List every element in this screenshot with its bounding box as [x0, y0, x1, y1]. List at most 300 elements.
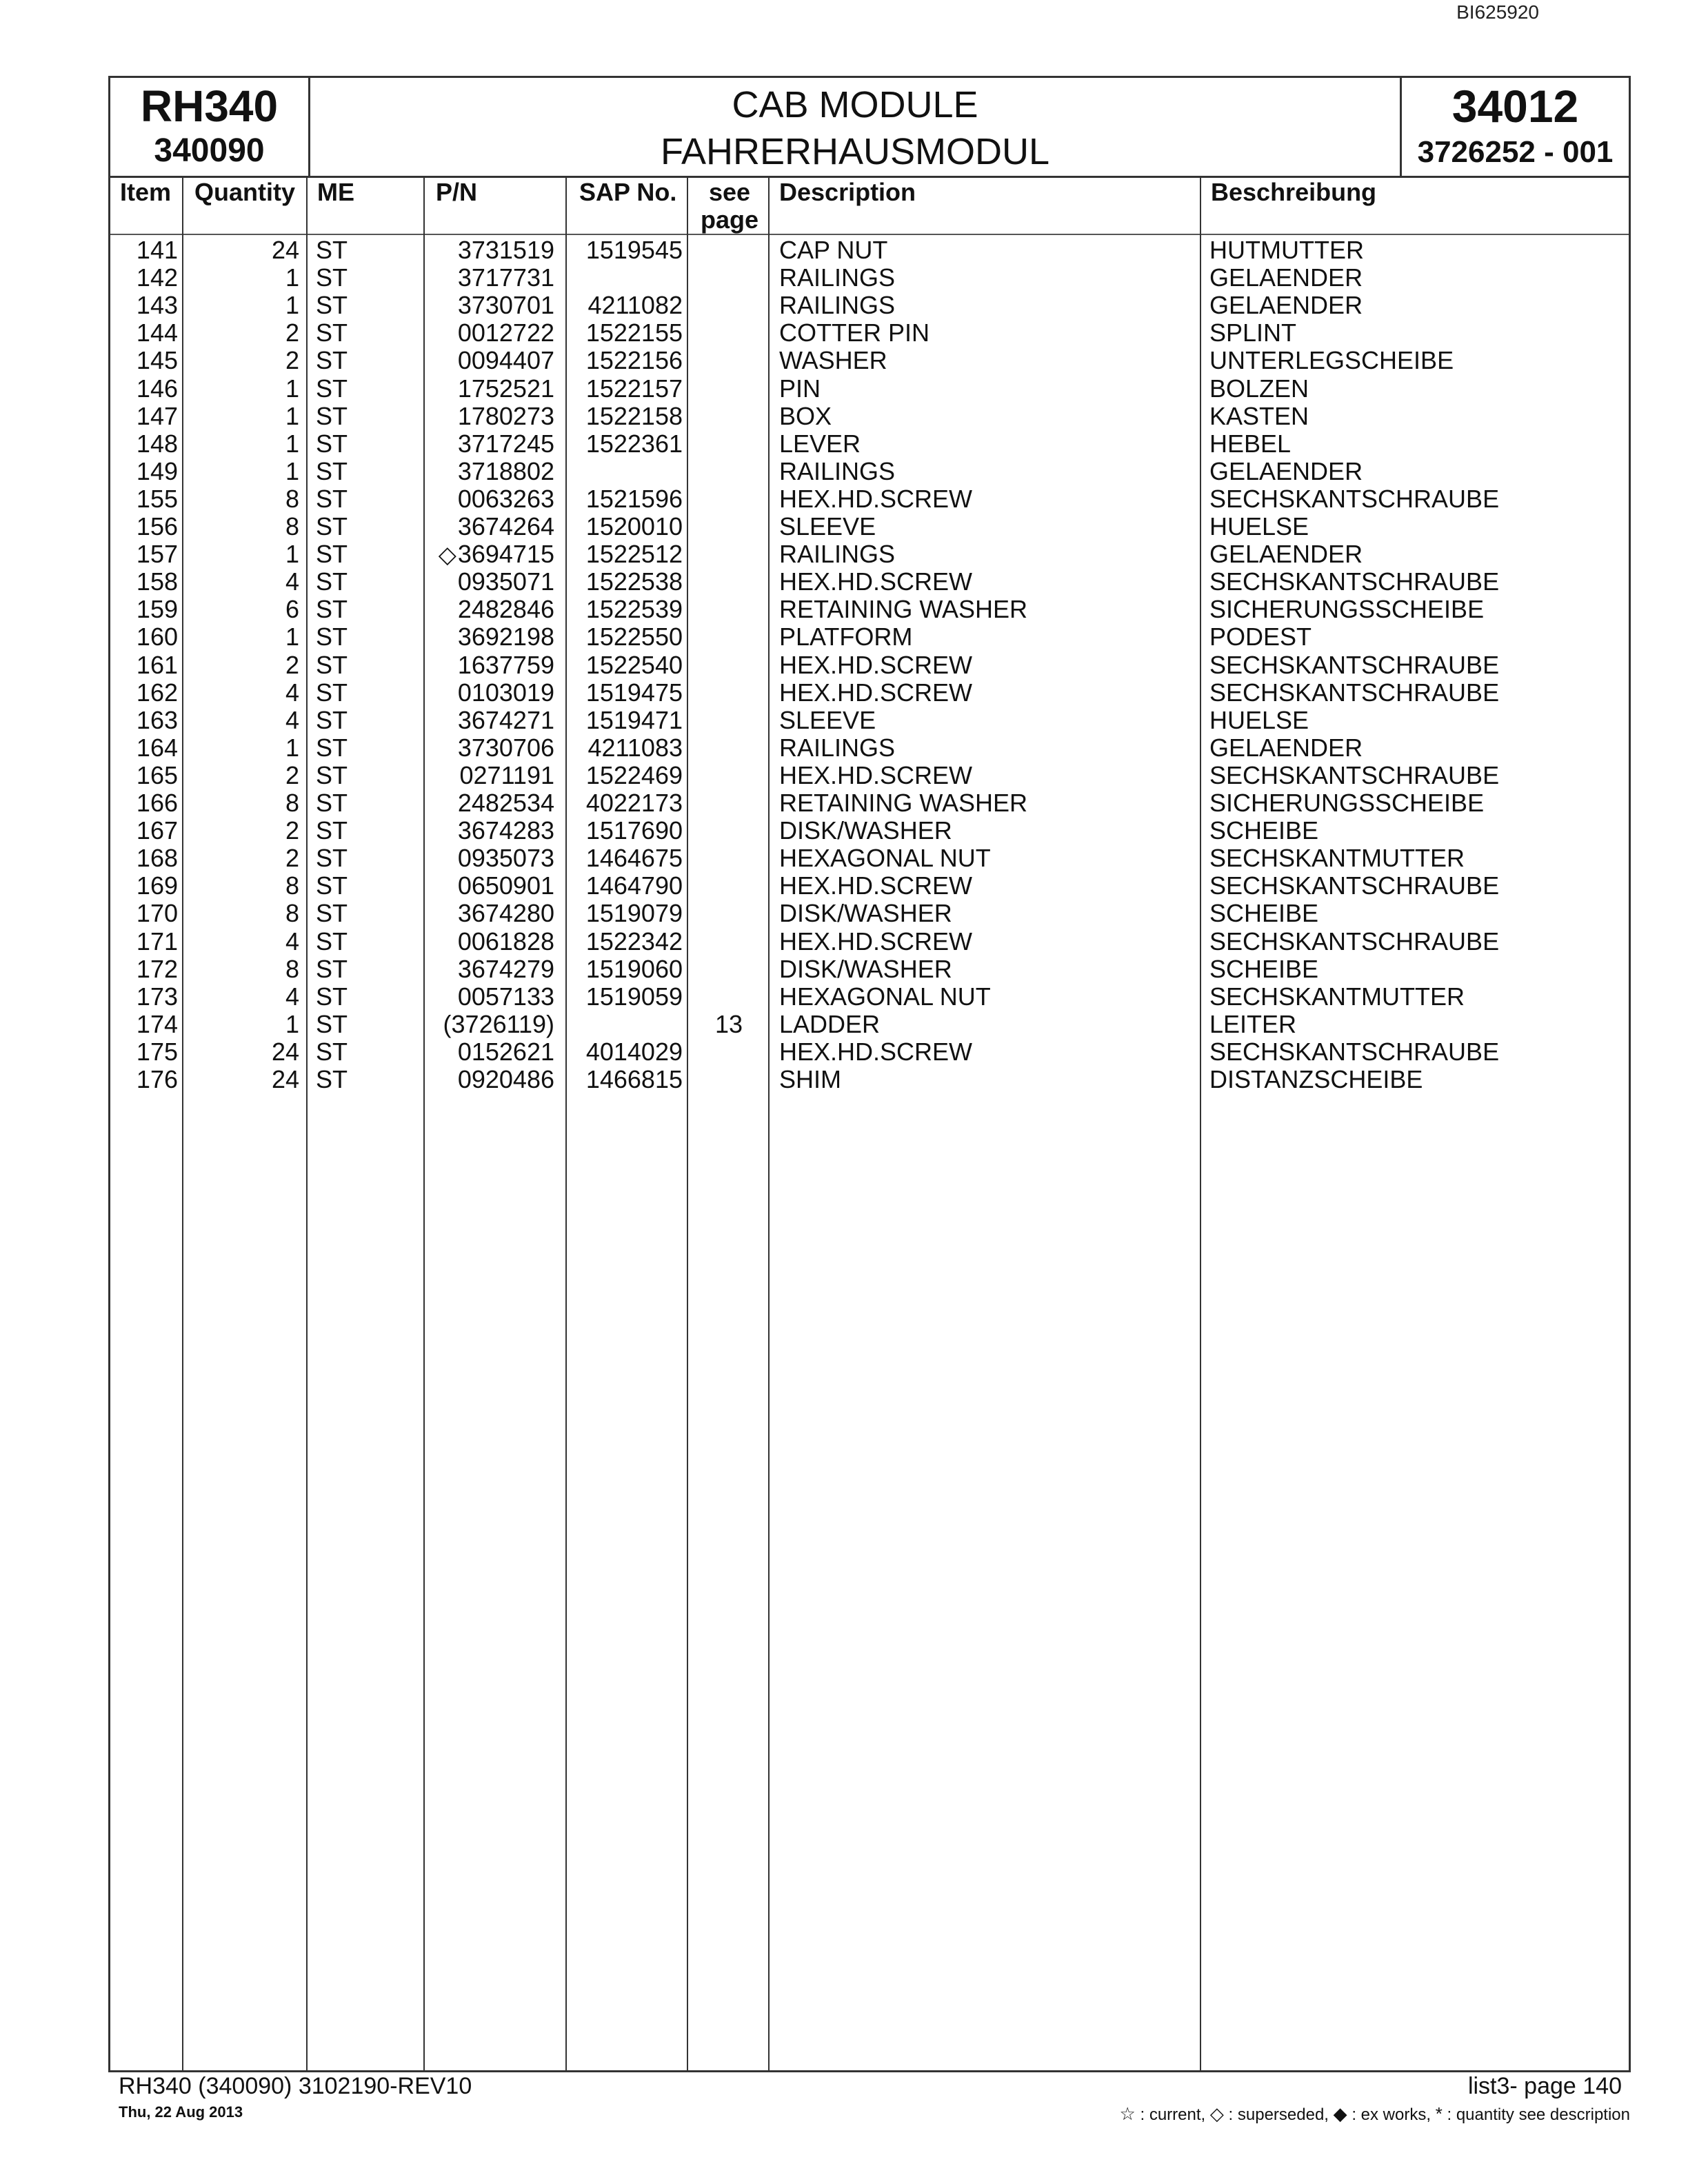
footer-date: Thu, 22 Aug 2013	[119, 2103, 243, 2121]
footer-reference: RH340 (340090) 3102190-REV10	[119, 2073, 472, 2099]
item-cell: 156	[136, 512, 178, 540]
part-number-text: 0920486	[457, 1065, 554, 1093]
table-row	[110, 264, 1629, 292]
part-number-cell	[422, 872, 554, 900]
part-number-text: 3674283	[457, 816, 554, 845]
unit-cell: ST	[316, 789, 348, 817]
table-row	[110, 651, 1629, 679]
item-cell: 163	[136, 705, 178, 734]
legend-ex-works-text: : ex works,	[1352, 2105, 1431, 2124]
sap-number-cell: 1519060	[585, 954, 683, 983]
sap-number-cell: 1522540	[585, 650, 683, 679]
part-number-cell	[422, 623, 554, 651]
description-cell: RAILINGS	[779, 540, 896, 569]
table-row	[110, 375, 1629, 403]
part-number-text: 0094407	[457, 346, 554, 375]
column-header-see-page	[696, 179, 763, 234]
description-cell: DISK/WASHER	[779, 899, 952, 928]
unit-cell: ST	[316, 733, 348, 762]
column-header-item: Item	[120, 178, 172, 206]
sap-number-cell: 4014029	[585, 1037, 683, 1066]
beschreibung-cell: UNTERLEGSCHEIBE	[1209, 346, 1454, 375]
part-number-cell	[422, 319, 554, 347]
item-cell: 161	[136, 650, 178, 679]
drawing-number: 3726252 - 001	[1417, 135, 1614, 169]
group-block	[1400, 78, 1629, 176]
part-number-text: 3717245	[457, 429, 554, 458]
quantity-cell: 8	[285, 789, 299, 817]
table-row	[110, 707, 1629, 734]
unit-cell: ST	[316, 705, 348, 734]
legend-quantity-text: : quantity see description	[1447, 2105, 1630, 2124]
part-number-cell	[422, 1038, 554, 1066]
item-cell: 175	[136, 1037, 178, 1066]
part-number-cell	[422, 403, 554, 431]
quantity-cell: 2	[285, 844, 299, 873]
column-header-see: see	[708, 178, 751, 206]
unit-cell: ST	[316, 263, 348, 292]
beschreibung-cell: SECHSKANTSCHRAUBE	[1209, 927, 1500, 956]
title-english: CAB MODULE	[732, 84, 978, 125]
item-cell: 147	[136, 401, 178, 430]
unit-cell: ST	[316, 346, 348, 375]
description-cell: CAP NUT	[779, 236, 888, 264]
part-number-text: 1637759	[457, 650, 554, 679]
part-number-text: 0271191	[459, 760, 554, 789]
see-page-cell: 13	[714, 1009, 743, 1038]
unit-cell: ST	[316, 1065, 348, 1093]
description-cell: COTTER PIN	[779, 318, 930, 347]
unit-cell: ST	[316, 291, 348, 320]
description-cell: HEXAGONAL NUT	[779, 982, 991, 1011]
unit-cell: ST	[316, 567, 348, 596]
sap-number-cell: 1464790	[585, 871, 683, 900]
quantity-cell: 1	[285, 733, 299, 762]
unit-cell: ST	[316, 484, 348, 513]
item-cell: 174	[136, 1009, 178, 1038]
quantity-cell: 1	[285, 263, 299, 292]
column-header-description: Description	[779, 178, 916, 206]
sap-number-cell: 4211082	[587, 291, 683, 320]
table-row	[110, 845, 1629, 872]
quantity-cell: 8	[285, 484, 299, 513]
sap-number-cell: 1519475	[585, 678, 683, 707]
description-cell: LADDER	[779, 1009, 881, 1038]
item-cell: 172	[136, 954, 178, 983]
quantity-cell: 8	[285, 954, 299, 983]
model-block	[110, 78, 310, 176]
description-cell: PIN	[779, 374, 821, 403]
description-cell: RAILINGS	[779, 733, 896, 762]
legend-superseded-text: : superseded,	[1228, 2105, 1329, 2124]
item-cell: 157	[136, 540, 178, 569]
part-number-cell	[422, 430, 554, 458]
beschreibung-cell: SCHEIBE	[1209, 816, 1319, 845]
beschreibung-cell: SCHEIBE	[1209, 899, 1319, 928]
item-cell: 145	[136, 346, 178, 375]
table-row	[110, 956, 1629, 983]
part-number-cell	[422, 1011, 554, 1039]
part-number-text: 2482534	[457, 789, 554, 817]
sap-number-cell: 1519471	[585, 705, 683, 734]
part-number-text: 3674279	[457, 954, 554, 983]
part-number-text: 0935071	[457, 567, 554, 596]
ex-works-diamond-icon: ◆	[1333, 2103, 1347, 2124]
part-number-text: 1752521	[457, 374, 554, 403]
description-cell: DISK/WASHER	[779, 954, 952, 983]
sap-number-cell: 1522342	[585, 927, 683, 956]
beschreibung-cell: GELAENDER	[1209, 456, 1363, 485]
part-number-text: 3694715	[457, 540, 554, 569]
part-number-cell	[422, 513, 554, 541]
column-header-quantity: Quantity	[194, 178, 296, 206]
beschreibung-cell: SECHSKANTSCHRAUBE	[1209, 567, 1500, 596]
item-cell: 143	[136, 291, 178, 320]
quantity-cell: 4	[285, 567, 299, 596]
unit-cell: ST	[316, 899, 348, 928]
unit-cell: ST	[316, 954, 348, 983]
part-number-cell	[422, 956, 554, 984]
part-number-cell	[422, 292, 554, 320]
description-cell: HEX.HD.SCREW	[779, 567, 973, 596]
description-cell: SLEEVE	[779, 705, 876, 734]
table-row	[110, 540, 1629, 568]
column-header-page: page	[700, 205, 759, 234]
part-number-text: 3692198	[457, 623, 554, 651]
unit-cell: ST	[316, 871, 348, 900]
sap-number-cell: 1522539	[585, 595, 683, 624]
item-cell: 160	[136, 623, 178, 651]
description-cell: HEX.HD.SCREW	[779, 484, 973, 513]
unit-cell: ST	[316, 623, 348, 651]
description-cell: RAILINGS	[779, 456, 896, 485]
quantity-cell: 24	[271, 236, 299, 264]
item-cell: 148	[136, 429, 178, 458]
description-cell: WASHER	[779, 346, 887, 375]
unit-cell: ST	[316, 401, 348, 430]
sap-number-cell: 1519545	[585, 236, 683, 264]
part-number-cell	[422, 1066, 554, 1094]
item-cell: 166	[136, 789, 178, 817]
part-number-cell	[422, 762, 554, 790]
quantity-cell: 8	[285, 871, 299, 900]
table-row	[110, 236, 1629, 264]
description-cell: RETAINING WASHER	[779, 789, 1028, 817]
part-number-cell	[422, 651, 554, 680]
part-number-text: 3717731	[457, 263, 554, 292]
quantity-cell: 1	[285, 1009, 299, 1038]
part-number-cell	[422, 485, 554, 514]
description-cell: HEX.HD.SCREW	[779, 927, 973, 956]
quantity-cell: 4	[285, 982, 299, 1011]
sap-number-cell: 1522156	[585, 346, 683, 375]
table-row	[110, 1011, 1629, 1038]
model-name: RH340	[140, 81, 279, 131]
column-header-sap: SAP No.	[579, 178, 677, 206]
part-number-cell	[422, 375, 554, 403]
beschreibung-cell: HUELSE	[1209, 512, 1309, 540]
unit-cell: ST	[316, 816, 348, 845]
beschreibung-cell: LEITER	[1209, 1009, 1297, 1038]
description-cell: PLATFORM	[779, 623, 913, 651]
beschreibung-cell: SICHERUNGSSCHEIBE	[1209, 595, 1485, 624]
beschreibung-cell: GELAENDER	[1209, 263, 1363, 292]
unit-cell: ST	[316, 678, 348, 707]
column-header-me: ME	[317, 178, 354, 206]
sap-number-cell: 1522361	[585, 429, 683, 458]
unit-cell: ST	[316, 982, 348, 1011]
unit-cell: ST	[316, 760, 348, 789]
title-german: FAHRERHAUSMODUL	[660, 131, 1050, 172]
sap-number-cell: 1519079	[585, 899, 683, 928]
table-row	[110, 679, 1629, 707]
unit-cell: ST	[316, 1037, 348, 1066]
superseded-diamond-icon: ◇	[1209, 2103, 1224, 2124]
sap-number-cell: 1522512	[585, 540, 683, 569]
quantity-cell: 1	[285, 401, 299, 430]
quantity-cell: 1	[285, 429, 299, 458]
item-cell: 141	[136, 236, 178, 264]
part-number-text: 1780273	[457, 401, 554, 430]
quantity-cell: 2	[285, 650, 299, 679]
item-cell: 173	[136, 982, 178, 1011]
table-row	[110, 458, 1629, 485]
unit-cell: ST	[316, 374, 348, 403]
table-row	[110, 762, 1629, 789]
sap-number-cell: 1522550	[585, 623, 683, 651]
footer-legend	[1120, 2103, 1630, 2125]
table-row	[110, 292, 1629, 319]
quantity-cell: 1	[285, 374, 299, 403]
beschreibung-cell: SECHSKANTSCHRAUBE	[1209, 484, 1500, 513]
description-cell: RAILINGS	[779, 291, 896, 320]
item-cell: 162	[136, 678, 178, 707]
part-number-text: 0061828	[457, 927, 554, 956]
superseded-diamond-icon: ◇	[438, 542, 456, 569]
beschreibung-cell: SECHSKANTSCHRAUBE	[1209, 650, 1500, 679]
column-header-beschreibung: Beschreibung	[1211, 178, 1377, 206]
quantity-cell: 1	[285, 623, 299, 651]
item-cell: 155	[136, 484, 178, 513]
sap-number-cell: 1519059	[585, 982, 683, 1011]
part-number-text: 0057133	[457, 982, 554, 1011]
unit-cell: ST	[316, 540, 348, 569]
description-cell: BOX	[779, 401, 832, 430]
quantity-cell: 1	[285, 456, 299, 485]
quantity-cell: 4	[285, 705, 299, 734]
beschreibung-cell: SICHERUNGSSCHEIBE	[1209, 789, 1485, 817]
beschreibung-cell: GELAENDER	[1209, 540, 1363, 569]
footer-page-number: list3- page 140	[1467, 2073, 1622, 2099]
description-cell: HEX.HD.SCREW	[779, 871, 973, 900]
item-cell: 170	[136, 899, 178, 928]
part-number-cell	[422, 568, 554, 596]
table-row	[110, 430, 1629, 458]
unit-cell: ST	[316, 650, 348, 679]
description-cell: HEX.HD.SCREW	[779, 678, 973, 707]
unit-cell: ST	[316, 318, 348, 347]
part-number-cell	[422, 596, 554, 624]
table-row	[110, 568, 1629, 596]
part-number-cell	[422, 817, 554, 845]
beschreibung-cell: DISTANZSCHEIBE	[1209, 1065, 1423, 1093]
part-number-text: 3730701	[457, 291, 554, 320]
unit-cell: ST	[316, 927, 348, 956]
part-number-text: 3731519	[457, 236, 554, 264]
item-cell: 168	[136, 844, 178, 873]
item-cell: 169	[136, 871, 178, 900]
beschreibung-cell: SECHSKANTSCHRAUBE	[1209, 678, 1500, 707]
beschreibung-cell: GELAENDER	[1209, 733, 1363, 762]
quantity-cell: 1	[285, 540, 299, 569]
beschreibung-cell: BOLZEN	[1209, 374, 1309, 403]
unit-cell: ST	[316, 1009, 348, 1038]
table-row	[110, 900, 1629, 927]
item-cell: 165	[136, 760, 178, 789]
table-row	[110, 1038, 1629, 1066]
table-row	[110, 513, 1629, 540]
unit-cell: ST	[316, 236, 348, 264]
part-number-text: (3726119)	[443, 1009, 554, 1038]
part-number-text: 0152621	[457, 1037, 554, 1066]
item-cell: 164	[136, 733, 178, 762]
table-row	[110, 596, 1629, 623]
item-cell: 171	[136, 927, 178, 956]
sap-number-cell: 1522155	[585, 318, 683, 347]
beschreibung-cell: SECHSKANTSCHRAUBE	[1209, 760, 1500, 789]
part-number-text: 0103019	[457, 678, 554, 707]
part-number-text: 3674271	[457, 705, 554, 734]
sap-number-cell: 1464675	[585, 844, 683, 873]
current-star-icon: ☆	[1119, 2103, 1136, 2124]
part-number-cell	[422, 900, 554, 928]
part-number-cell	[422, 347, 554, 375]
description-cell: HEX.HD.SCREW	[779, 650, 973, 679]
quantity-cell: 6	[285, 595, 299, 624]
sap-number-cell: 1522469	[585, 760, 683, 789]
part-number-text: 3674264	[457, 512, 554, 540]
description-cell: RAILINGS	[779, 263, 896, 292]
item-cell: 167	[136, 816, 178, 845]
part-number-cell	[422, 734, 554, 762]
part-number-text: 0935073	[457, 844, 554, 873]
description-cell: HEX.HD.SCREW	[779, 760, 973, 789]
part-number-cell	[422, 236, 554, 265]
item-cell: 176	[136, 1065, 178, 1093]
sap-number-cell: 4022173	[585, 789, 683, 817]
column-header-divider	[110, 234, 1629, 235]
part-number-cell	[422, 845, 554, 873]
quantity-cell: 8	[285, 899, 299, 928]
part-number-text: 0063263	[457, 484, 554, 513]
quantity-asterisk-icon: *	[1435, 2103, 1443, 2124]
table-row	[110, 347, 1629, 374]
part-number-text: 3730706	[457, 733, 554, 762]
quantity-cell: 8	[285, 512, 299, 540]
quantity-cell: 4	[285, 678, 299, 707]
beschreibung-cell: SPLINT	[1209, 318, 1297, 347]
description-cell: SHIM	[779, 1065, 841, 1093]
sap-number-cell: 1517690	[585, 816, 683, 845]
unit-cell: ST	[316, 844, 348, 873]
part-number-cell	[422, 540, 554, 569]
item-cell: 146	[136, 374, 178, 403]
quantity-cell: 24	[271, 1037, 299, 1066]
sap-number-cell: 4211083	[587, 733, 683, 762]
part-number-text: 0650901	[457, 871, 554, 900]
quantity-cell: 2	[285, 318, 299, 347]
table-row	[110, 1066, 1629, 1093]
description-cell: LEVER	[779, 429, 861, 458]
beschreibung-cell: SECHSKANTSCHRAUBE	[1209, 1037, 1500, 1066]
quantity-cell: 24	[271, 1065, 299, 1093]
table-row	[110, 928, 1629, 956]
beschreibung-cell: GELAENDER	[1209, 291, 1363, 320]
table-row	[110, 485, 1629, 513]
quantity-cell: 2	[285, 816, 299, 845]
description-cell: HEX.HD.SCREW	[779, 1037, 973, 1066]
part-number-cell	[422, 789, 554, 818]
part-number-cell	[422, 983, 554, 1011]
document-id: BI625920	[1456, 1, 1539, 23]
quantity-cell: 4	[285, 927, 299, 956]
item-cell: 158	[136, 567, 178, 596]
unit-cell: ST	[316, 456, 348, 485]
table-row	[110, 789, 1629, 817]
title-block	[310, 78, 1400, 176]
sap-number-cell: 1522157	[585, 374, 683, 403]
sap-number-cell: 1522158	[585, 401, 683, 430]
description-cell: SLEEVE	[779, 512, 876, 540]
item-cell: 159	[136, 595, 178, 624]
table-row	[110, 403, 1629, 430]
item-cell: 149	[136, 456, 178, 485]
beschreibung-cell: HEBEL	[1209, 429, 1292, 458]
beschreibung-cell: SECHSKANTMUTTER	[1209, 982, 1465, 1011]
quantity-cell: 2	[285, 760, 299, 789]
beschreibung-cell: HUTMUTTER	[1209, 236, 1364, 264]
beschreibung-cell: SECHSKANTSCHRAUBE	[1209, 871, 1500, 900]
quantity-cell: 2	[285, 346, 299, 375]
description-cell: HEXAGONAL NUT	[779, 844, 991, 873]
table-row	[110, 872, 1629, 900]
unit-cell: ST	[316, 595, 348, 624]
part-number-text: 0012722	[457, 318, 554, 347]
sap-number-cell: 1522538	[585, 567, 683, 596]
serial-number: 340090	[154, 132, 265, 169]
group-number: 34012	[1451, 81, 1579, 132]
part-number-text: 2482846	[457, 595, 554, 624]
quantity-cell: 1	[285, 291, 299, 320]
unit-cell: ST	[316, 512, 348, 540]
column-header-pn: P/N	[436, 178, 478, 206]
table-row	[110, 817, 1629, 845]
sap-number-cell: 1466815	[585, 1065, 683, 1093]
legend-current-text: : current,	[1140, 2105, 1206, 2124]
table-row	[110, 734, 1629, 762]
table-row	[110, 623, 1629, 651]
part-number-cell	[422, 264, 554, 292]
part-number-cell	[422, 928, 554, 956]
parts-list-sheet	[108, 76, 1631, 2072]
part-number-cell	[422, 679, 554, 707]
beschreibung-cell: SCHEIBE	[1209, 954, 1319, 983]
part-number-text: 3674280	[457, 899, 554, 928]
part-number-cell	[422, 458, 554, 486]
item-cell: 144	[136, 318, 178, 347]
beschreibung-cell: HUELSE	[1209, 705, 1309, 734]
table-row	[110, 983, 1629, 1011]
